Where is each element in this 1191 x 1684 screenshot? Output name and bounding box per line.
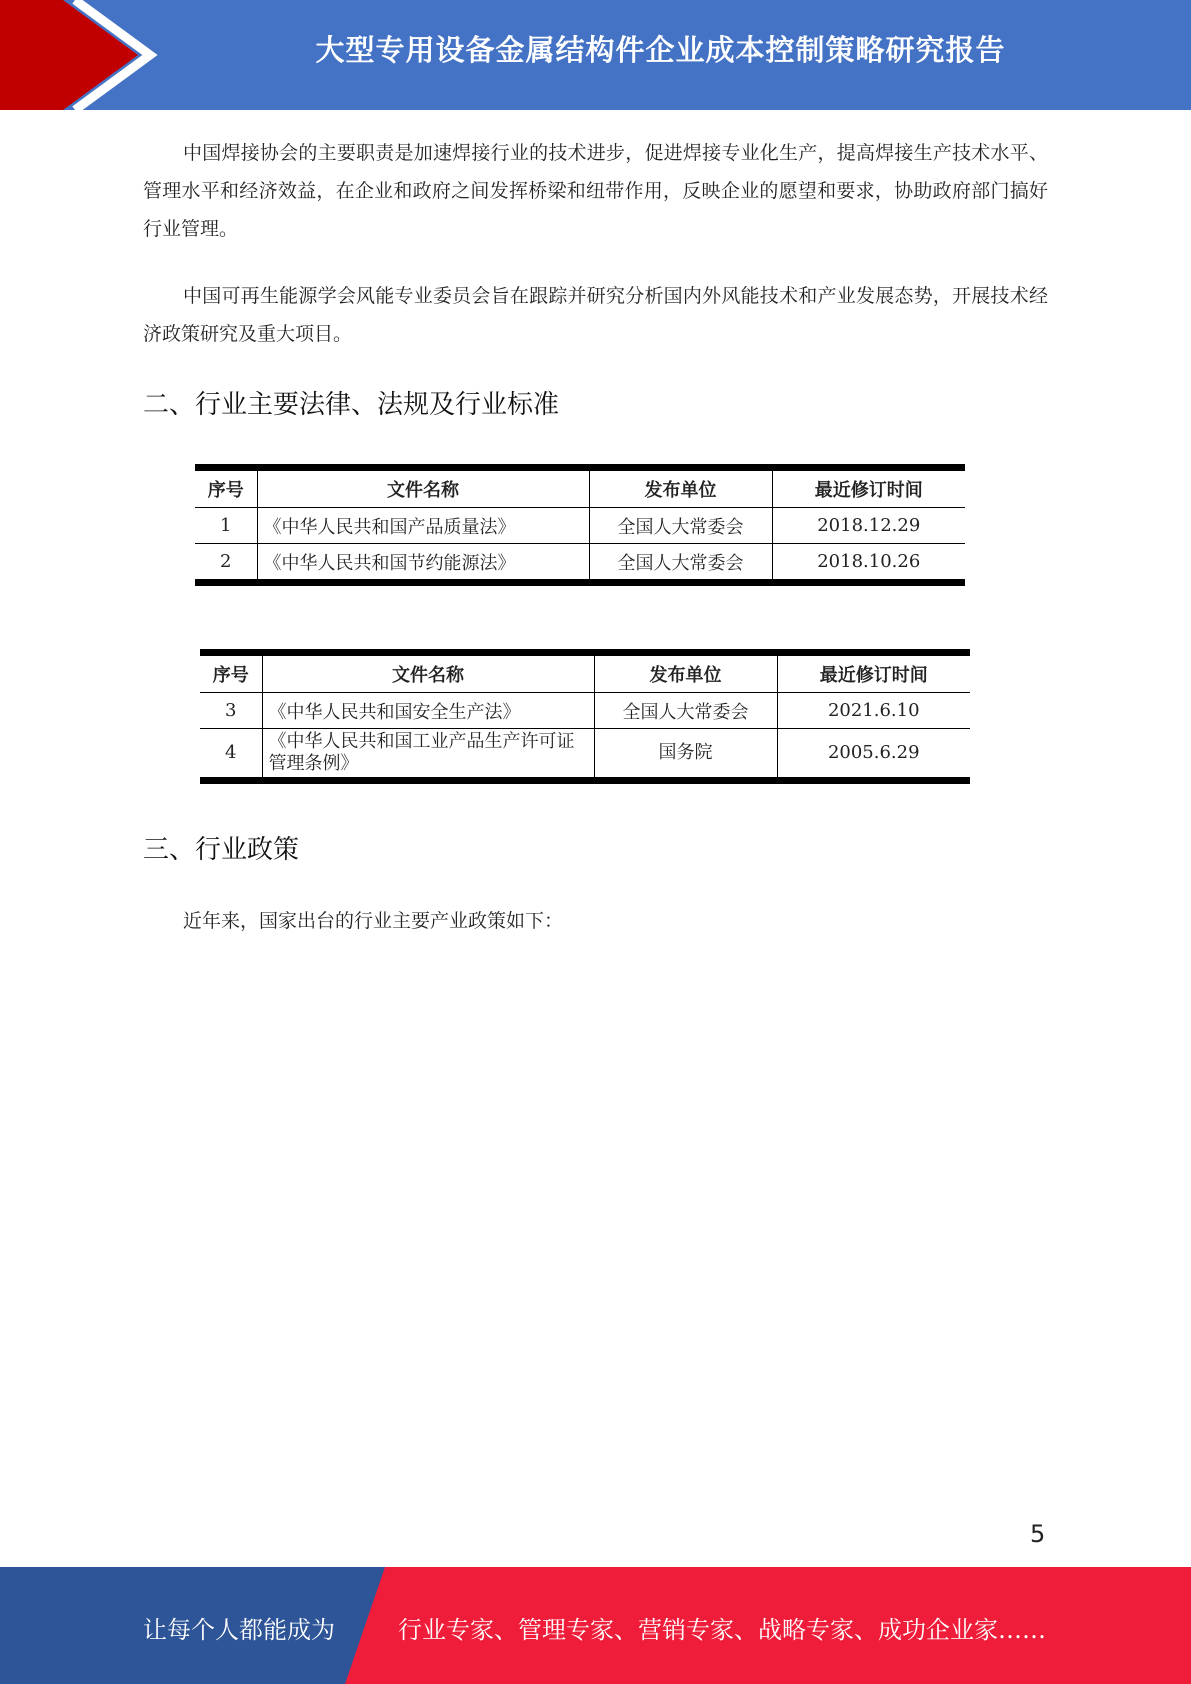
footer-slogan-right: 行业专家、管理专家、营销专家、战略专家、成功企业家……	[398, 1616, 1046, 1644]
cell-name: 《中华人民共和国工业产品生产许可证管理条例》	[262, 729, 594, 781]
section-heading-laws: 二、行业主要法律、法规及行业标准	[143, 390, 560, 420]
header-cell-date: 最近修订时间	[772, 468, 965, 508]
header-cell-name: 文件名称	[257, 468, 589, 508]
table-row	[200, 729, 970, 781]
header-cell-date: 最近修订时间	[777, 653, 970, 693]
header-arrow-decoration	[0, 0, 170, 110]
cell-issuer: 全国人大常委会	[594, 693, 777, 729]
page-footer	[0, 1567, 1191, 1684]
laws-table-1	[195, 464, 965, 586]
header-cell-name: 文件名称	[262, 653, 594, 693]
cell-name: 《中华人民共和国安全生产法》	[262, 693, 594, 729]
footer-slogan-left: 让每个人都能成为	[143, 1616, 335, 1644]
cell-no: 4	[200, 729, 262, 781]
header-cell-no: 序号	[200, 653, 262, 693]
header-cell-issuer: 发布单位	[589, 468, 772, 508]
cell-issuer: 全国人大常委会	[589, 544, 772, 583]
cell-date: 2018.10.26	[772, 544, 965, 583]
cell-name: 《中华人民共和国产品质量法》	[257, 508, 589, 544]
section-heading-policy: 三、行业政策	[143, 835, 300, 865]
cell-no: 2	[195, 544, 257, 583]
table-header-row	[195, 468, 965, 508]
cell-no: 3	[200, 693, 262, 729]
cell-date: 2021.6.10	[777, 693, 970, 729]
cell-date: 2005.6.29	[777, 729, 970, 781]
table-row	[200, 693, 970, 729]
header-cell-issuer: 发布单位	[594, 653, 777, 693]
cell-name: 《中华人民共和国节约能源法》	[257, 544, 589, 583]
cell-issuer: 全国人大常委会	[589, 508, 772, 544]
paragraph-wind-energy-committee: 中国可再生能源学会风能专业委员会旨在跟踪并研究分析国内外风能技术和产业发展态势，开展技术经济政策研究及重大项目。	[143, 285, 1048, 345]
cell-date: 2018.12.29	[772, 508, 965, 544]
report-title: 大型专用设备金属结构件企业成本控制策略研究报告	[315, 33, 1006, 67]
table-row	[195, 508, 965, 544]
cell-issuer: 国务院	[594, 729, 777, 781]
laws-table-2	[200, 649, 970, 784]
paragraph-policy-intro: 近年来，国家出台的行业主要产业政策如下：	[183, 910, 564, 932]
table-header-row	[200, 653, 970, 693]
page-number: 5	[1030, 1520, 1046, 1548]
cell-no: 1	[195, 508, 257, 544]
paragraph-welding-association: 中国焊接协会的主要职责是加速焊接行业的技术进步，促进焊接专业化生产，提高焊接生产技术水平、管理水平和经济效益，在企业和政府之间发挥桥梁和纽带作用，反映企业的愿望和要求，协助政府部门搞好行业管理。	[143, 142, 1048, 240]
table-row	[195, 544, 965, 583]
page-header	[0, 0, 1191, 110]
header-cell-no: 序号	[195, 468, 257, 508]
